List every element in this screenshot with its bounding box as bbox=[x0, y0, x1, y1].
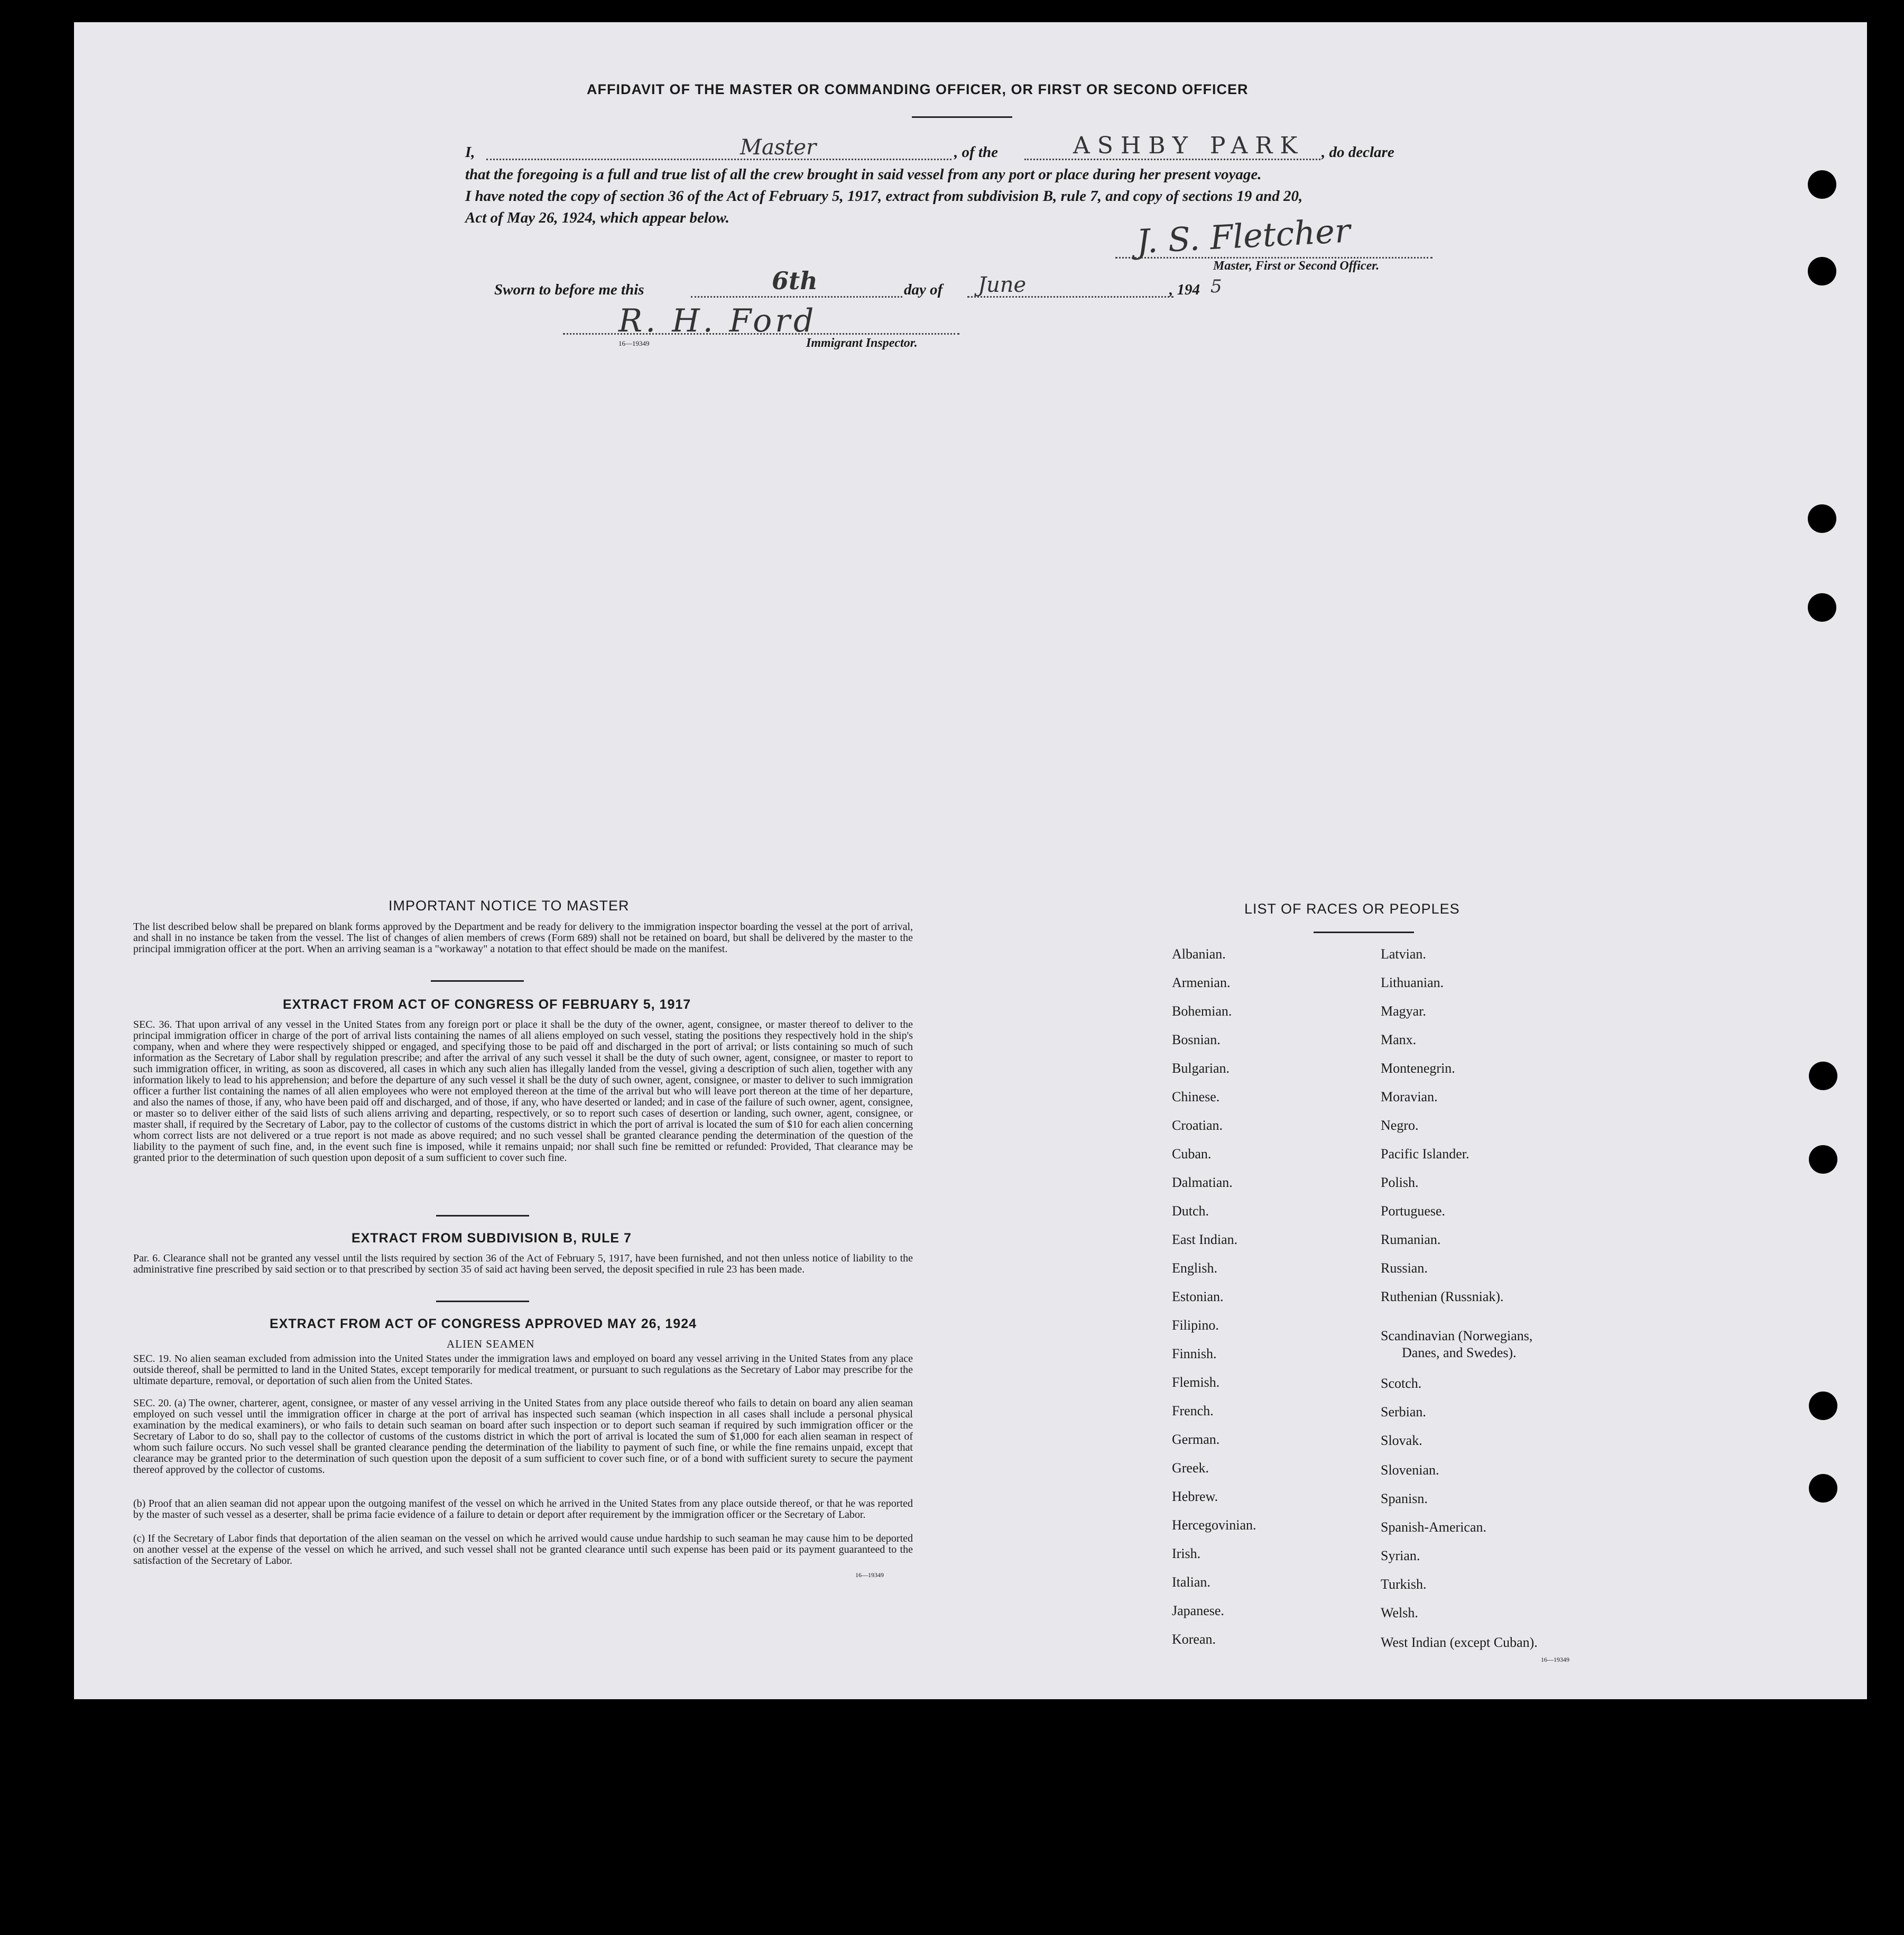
extract-1924-sec19: SEC. 19. No alien seaman excluded from admission into the United States under the immigration laws and employed on board any vessel arriving in the United States from any place outside thereof, shall be permitted to land in the United States, except temporarily for medical treatment, or pursuant to such regulations as the Secretary of Labor may prescribe for the ultimate departure, removal, or deportation of such alien from the United States. bbox=[133, 1353, 913, 1387]
race-item: Finnish. bbox=[1172, 1346, 1217, 1361]
inspector-caption: Immigrant Inspector. bbox=[806, 336, 918, 350]
race-item: Armenian. bbox=[1172, 975, 1231, 990]
race-item: Scotch. bbox=[1381, 1376, 1422, 1391]
race-item: Latvian. bbox=[1381, 946, 1426, 962]
punch-hole bbox=[1809, 1474, 1837, 1503]
race-item: Magyar. bbox=[1381, 1003, 1426, 1019]
affidavit-line4: Act of May 26, 1924, which appear below. bbox=[465, 209, 729, 226]
race-item: Hercegovinian. bbox=[1172, 1517, 1256, 1533]
sworn-month: June bbox=[978, 273, 1027, 297]
divider bbox=[436, 1301, 529, 1302]
race-item: Ruthenian (Russniak). bbox=[1381, 1289, 1504, 1304]
punch-hole bbox=[1808, 257, 1836, 285]
punch-hole bbox=[1808, 504, 1836, 533]
race-item: Flemish. bbox=[1172, 1375, 1220, 1390]
punch-hole bbox=[1809, 1392, 1837, 1420]
sworn-day: 6th bbox=[772, 266, 818, 295]
divider bbox=[912, 116, 1012, 118]
name-handwritten: Master bbox=[740, 135, 817, 160]
extract-1924-title: EXTRACT FROM ACT OF CONGRESS APPROVED MAY 26, 1924 bbox=[270, 1316, 697, 1331]
divider bbox=[1314, 932, 1414, 933]
race-item: Slovenian. bbox=[1381, 1462, 1439, 1478]
race-item: Bohemian. bbox=[1172, 1003, 1232, 1019]
extract-1917-title: EXTRACT FROM ACT OF CONGRESS OF FEBRUARY 5, 1917 bbox=[283, 997, 691, 1012]
punch-hole bbox=[1809, 1145, 1837, 1174]
inspector-signature: R. H. Ford bbox=[618, 302, 817, 339]
race-item: Albanian. bbox=[1172, 946, 1226, 962]
race-item: Greek. bbox=[1172, 1460, 1209, 1476]
race-item: French. bbox=[1172, 1403, 1214, 1418]
race-item: Pacific Islander. bbox=[1381, 1146, 1469, 1162]
race-item: Chinese. bbox=[1172, 1089, 1220, 1104]
race-item: Lithuanian. bbox=[1381, 975, 1444, 990]
sworn-year-hand: 5 bbox=[1210, 276, 1222, 297]
race-item: Dalmatian. bbox=[1172, 1175, 1233, 1190]
race-item: Korean. bbox=[1172, 1632, 1216, 1647]
races-title: LIST OF RACES OR PEOPLES bbox=[1244, 901, 1460, 917]
affidavit-i-label: I, bbox=[465, 144, 475, 161]
extract-1924-sec20b: (b) Proof that an alien seaman did not appear upon the outgoing manifest of the vessel on which he arrived in the United States from any place outside thereof, or that he was reported by the master of such vessel as a deserter, shall be prima facie evidence of a failure to detain or deport after requirement by the immigration officer or the Secretary of Labor. bbox=[133, 1498, 913, 1521]
affidavit-form-number: 16—19349 bbox=[618, 339, 650, 347]
notice-title: IMPORTANT NOTICE TO MASTER bbox=[389, 898, 630, 914]
divider bbox=[436, 1215, 529, 1217]
race-item: Filipino. bbox=[1172, 1317, 1219, 1333]
race-item: Cuban. bbox=[1172, 1146, 1212, 1162]
extract-1924-sec20c: (c) If the Secretary of Labor finds that deportation of the alien seaman on the vessel on which he arrived would cause undue hardship to such seaman he may cause him to be deported on another vessel at the expense of the vessel on which he arrived, and such vessel shall not be granted clearance until such expense has been paid or its payment guaranteed to the satisfaction of the Secretary of Labor. bbox=[133, 1533, 913, 1567]
race-item: Montenegrin. bbox=[1381, 1061, 1455, 1076]
race-item: Spanish-American. bbox=[1381, 1519, 1487, 1535]
extract-1917-text: SEC. 36. That upon arrival of any vessel in the United States from any foreign port or place it shall be the duty of the owner, agent, consignee, or master thereof to deliver to the principal immigration officer in charge of the port of arrival lists containing the names of all aliens employed on such vessel, stating the positions they respectively hold in the ship's company, when and where they were respectively shipped or engaged, and specifying those to be paid off and discharged in the port of arrival; or lists containing so much of such information as the Secretary of Labor shall by regulation prescribe; and after the arrival of any such vessel it shall be the duty of such owner, agent, consignee, or master to report to such immigration officer, in writing, as soon as discovered, all cases in which any such alien has illegally landed from the vessel, giving a description of such alien, together with any information likely to lead to his apprehension; and before the departure of any such vessel it shall be the duty of such owner, agent, consignee, or master to deliver to such immigration officer a further list containing the names of all alien employees who were not employed thereon at the time of the arrival but who will leave port thereon at the time of her departure, and also the names of those, if any, who have been paid off and discharged, and of those, if any, who have deserted or landed; and in case of the failure of such owner, agent, consignee, or master so to deliver either of the said lists of such aliens arriving and departing, respectively, or so to report such cases of desertion or landing, such owner, agent, consignee, or master shall, if required by the Secretary of Labor, pay to the collector of customs of the customs district in which the port of arrival is located the sum of $10 for each alien concerning whom correct lists are not delivered or a true report is not made as above required; and no such vessel shall be granted clearance pending the determination of the question of the liability to the payment of such fine, and, in the event such fine is imposed, while it remains unpaid; nor shall such fine be remitted or refunded: Provided, That clearance may be granted prior to the determination of such question upon deposit of a sum sufficient to cover such fine. bbox=[133, 1019, 913, 1164]
rule7-text: Par. 6. Clearance shall not be granted any vessel until the lists required by section 36 of the Act of February 5, 1917, have been furnished, and not then unless notice of liability to the administrative fine prescribed by said section or to that prescribed by section 35 of said act having been served, the deposit specified in rule 23 has been made. bbox=[133, 1252, 913, 1275]
vessel-handwritten: ASHBY PARK bbox=[1073, 132, 1305, 159]
race-item: Bulgarian. bbox=[1172, 1061, 1230, 1076]
race-item: Serbian. bbox=[1381, 1404, 1426, 1420]
signature-caption: Master, First or Second Officer. bbox=[1213, 259, 1380, 273]
race-item: West Indian (except Cuban). bbox=[1381, 1635, 1538, 1650]
race-item: Moravian. bbox=[1381, 1089, 1438, 1104]
race-item: Slovak. bbox=[1381, 1433, 1422, 1448]
document-sheet bbox=[74, 22, 1867, 1699]
race-item: Spanisn. bbox=[1381, 1491, 1428, 1506]
affidavit-line3: I have noted the copy of section 36 of the Act of February 5, 1917, extract from subdivision B, rule 7, and copy of sections 19 and 20, bbox=[465, 188, 1303, 205]
divider bbox=[431, 980, 524, 982]
race-item: Hebrew. bbox=[1172, 1489, 1218, 1504]
race-item: English. bbox=[1172, 1260, 1217, 1276]
race-item: Polish. bbox=[1381, 1175, 1419, 1190]
race-item: East Indian. bbox=[1172, 1232, 1238, 1247]
affidavit-line2: that the foregoing is a full and true list of all the crew brought in said vessel from any port or place during her present voyage. bbox=[465, 166, 1262, 183]
race-item: Irish. bbox=[1172, 1546, 1201, 1561]
race-item: Portuguese. bbox=[1381, 1203, 1446, 1219]
extract-1924-sec20a: SEC. 20. (a) The owner, charterer, agent, consignee, or master of any vessel arriving in the United States from any place outside thereof who fails to detain on board any alien seaman employed on such vessel until the immigration officer in charge at the port of arrival has inspected such seaman (which inspection in all cases shall include a personal physical examination by the medical examiners), or who fails to detain such seaman on board after such inspection or to deport such seaman if required by such immigration officer or the Secretary of Labor to do so, shall pay to the collector of customs of the customs district in which the port of arrival is located the sum of $1,000 for each alien seaman in respect of whom such failure occurs. No such vessel shall be granted clearance pending the determination of the liability to payment of such fine, or while the fine remains unpaid, except that clearance may be granted prior to the determination of such question upon the deposit of a sum sufficient to cover such fine, or of a bond with sufficient surety to secure the payment thereof approved by the collector of customs. bbox=[133, 1397, 913, 1476]
race-item: Japanese. bbox=[1172, 1603, 1224, 1618]
race-item: Croatian. bbox=[1172, 1118, 1223, 1133]
race-item: Estonian. bbox=[1172, 1289, 1224, 1304]
race-item: Turkish. bbox=[1381, 1577, 1427, 1592]
race-item: Rumanian. bbox=[1381, 1232, 1441, 1247]
race-item: Manx. bbox=[1381, 1032, 1417, 1047]
punch-hole bbox=[1808, 593, 1836, 622]
affidavit-title: AFFIDAVIT OF THE MASTER OR COMMANDING OFFICER, OR FIRST OR SECOND OFFICER bbox=[587, 81, 1249, 97]
punch-hole bbox=[1809, 1062, 1837, 1090]
race-item: Danes, and Swedes). bbox=[1402, 1345, 1517, 1360]
day-of-label: day of bbox=[904, 281, 943, 298]
year-prefix: , 194 bbox=[1169, 281, 1200, 298]
rule7-title: EXTRACT FROM SUBDIVISION B, RULE 7 bbox=[352, 1231, 632, 1246]
race-item: Russian. bbox=[1381, 1260, 1428, 1276]
punch-hole bbox=[1808, 170, 1836, 199]
master-signature: J. S. Fletcher bbox=[1135, 211, 1352, 261]
signature-line bbox=[1115, 257, 1432, 259]
race-item: Dutch. bbox=[1172, 1203, 1209, 1219]
races-form-number: 16—19349 bbox=[1541, 1656, 1569, 1663]
of-the-label: , of the bbox=[954, 144, 998, 161]
name-blank bbox=[486, 159, 951, 160]
inspector-line bbox=[563, 333, 959, 335]
day-blank bbox=[691, 296, 902, 298]
extract-1924-form-number: 16—19349 bbox=[855, 1571, 884, 1579]
race-item: German. bbox=[1172, 1432, 1220, 1447]
extract-1924-subtitle: ALIEN SEAMEN bbox=[447, 1338, 535, 1350]
declare-label: , do declare bbox=[1321, 144, 1394, 161]
notice-text: The list described below shall be prepared on blank forms approved by the Department and be ready for delivery to the immigration inspector boarding the vessel at the port of arrival, and shall in no instance be taken from the vessel. The list of changes of alien members of crews (Form 689) shall not be retained on board, but shall be delivered by the master to the principal immigration officer at the port. When an arriving seaman is a "workaway" a notation to that effect should be made on the manifest. bbox=[133, 921, 913, 955]
race-item: Welsh. bbox=[1381, 1605, 1418, 1620]
race-item: Scandinavian (Norwegians, bbox=[1381, 1328, 1533, 1343]
sworn-prefix: Sworn to before me this bbox=[494, 281, 644, 298]
race-item: Negro. bbox=[1381, 1118, 1419, 1133]
race-item: Italian. bbox=[1172, 1574, 1210, 1590]
race-item: Syrian. bbox=[1381, 1548, 1420, 1563]
race-item: Bosnian. bbox=[1172, 1032, 1221, 1047]
